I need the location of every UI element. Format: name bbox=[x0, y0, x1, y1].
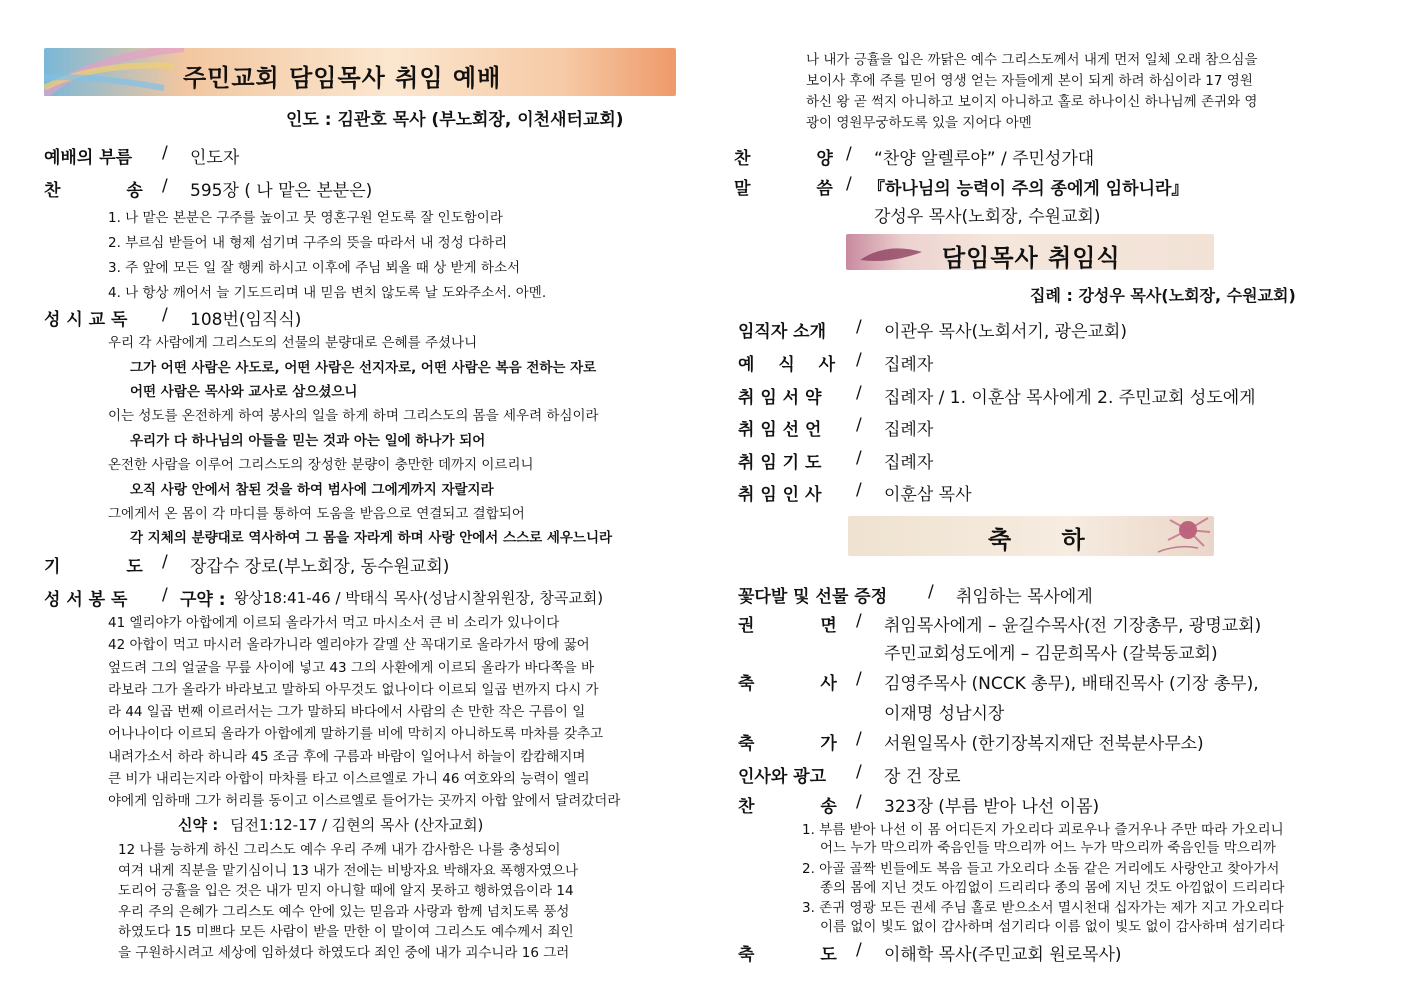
celebrate-sep: / bbox=[856, 792, 862, 812]
responsive-line: 그에게서 온 몸이 각 마디를 통하여 도움을 받음으로 연결되고 결합되어 bbox=[108, 506, 525, 522]
leaf-decoration-icon bbox=[856, 238, 926, 268]
flower-decoration-icon bbox=[1148, 514, 1212, 556]
nt-line: 12 나를 능하게 하신 그리스도 예수 우리 주께 내가 감사함은 나를 충성되이 bbox=[118, 842, 561, 858]
ot-line: 야에게 임하매 그가 허리를 동이고 이스르엘로 들어가는 곳까지 아합 앞에서 달려갔더라 bbox=[108, 793, 621, 810]
install-value: 집례자 / 1. 이훈삼 목사에게 2. 주민교회 성도에게 bbox=[884, 388, 1256, 408]
ot-line: 41 엘리야가 아합에게 이르되 올라가서 먹고 마시소서 큰 비 소리가 있나이다 bbox=[108, 615, 560, 631]
celebrate-sep: / bbox=[856, 669, 862, 689]
anthem-sep: / bbox=[846, 144, 852, 164]
install-sep: / bbox=[856, 383, 862, 403]
nt-line: 하였도다 15 미쁘다 모든 사람이 받을 만한 이 말이여 그리스도 예수께서 죄인 bbox=[118, 924, 574, 940]
anthem-value: “찬양 알렐루야” / 주민성가대 bbox=[874, 149, 1095, 169]
ot-line: 어나나이다 이르되 올라가 아합에게 말하기를 비에 막히지 아니하도록 마차를 갖추고 bbox=[108, 726, 604, 743]
install-label: 예 식 사 bbox=[738, 355, 836, 375]
responsive-line: 우리 각 사람에게 그리스도의 선물의 분량대로 은혜를 주셨나니 bbox=[108, 335, 478, 351]
install-label: 취 임 선 언 bbox=[738, 420, 822, 440]
nt-label: 신약 : bbox=[178, 816, 219, 834]
hymn-label: 찬 송 bbox=[44, 181, 143, 201]
closing-hymn-verse: 2. 아골 골짝 빈들에도 복음 들고 가오리다 소돔 같은 거리에도 사랑안고 찾아가서 bbox=[802, 861, 1280, 877]
install-label: 취 임 기 도 bbox=[738, 453, 822, 473]
celebrate-extra: 이재명 성남시장 bbox=[884, 704, 1005, 724]
call-sep: / bbox=[162, 143, 168, 163]
closing-hymn-verse: 종의 몸에 지닌 것도 아낌없이 드리리다 종의 몸에 지닌 것도 아낌없이 드리리다 bbox=[820, 880, 1285, 896]
rainbow-decoration-icon bbox=[44, 48, 184, 96]
install-value: 이관우 목사(노회서기, 광은교회) bbox=[884, 322, 1127, 342]
responsive-line: 어떤 사람은 목사와 교사로 삼으셨으니 bbox=[130, 384, 358, 400]
ot-line: 큰 비가 내리는지라 아합이 마차를 타고 이스르엘로 가니 46 여호와의 능력이 엘리 bbox=[108, 771, 590, 788]
celebrate-label: 꽃다발 및 선물 증정 bbox=[738, 587, 888, 607]
closing-hymn-verse: 어느 누가 막으리까 죽음인들 막으리까 어느 누가 막으리까 죽음인들 막으리까 bbox=[820, 840, 1276, 856]
nt-cont-line: 나 내가 긍휼을 입은 까닭은 예수 그리스도께서 내게 먼저 일체 오래 참으심을 bbox=[806, 52, 1258, 68]
responsive-line: 이는 성도를 온전하게 하여 봉사의 일을 하게 하며 그리스도의 몸을 세우려 하심이라 bbox=[108, 408, 599, 424]
sermon-label: 말 씀 bbox=[734, 179, 833, 199]
hymn-verse: 3. 주 앞에 모든 일 잘 행케 하시고 이후에 주님 뵈올 때 상 받게 하소서 bbox=[108, 260, 521, 276]
install-value: 집례자 bbox=[884, 420, 934, 440]
celebrate-value: 취임목사에게 – 윤길수목사(전 기장총무, 광명교회) bbox=[884, 616, 1262, 636]
celebrate-sep: / bbox=[856, 762, 862, 782]
reading-sep: / bbox=[162, 585, 168, 605]
closing-hymn-verse: 1. 부름 받아 나선 이 몸 어디든지 가오리다 괴로우나 즐거우나 주만 따라 가오리니 bbox=[802, 822, 1284, 838]
hymn-value: 595장 ( 나 맡은 본분은) bbox=[190, 181, 373, 201]
nt-cont-line: 광이 영원무궁하도록 있을 지어다 아멘 bbox=[806, 115, 1032, 131]
leader-line: 인도 : 김관호 목사 (부노회장, 이천새터교회) bbox=[286, 110, 624, 130]
benediction-sep: / bbox=[856, 940, 862, 960]
responsive-sep: / bbox=[162, 305, 168, 325]
hymn-sep: / bbox=[162, 176, 168, 196]
benediction-value: 이해학 목사(주민교회 원로목사) bbox=[884, 945, 1122, 965]
ot-line: 42 아합이 먹고 마시러 올라가니라 엘리야가 갈멜 산 꼭대기로 올라가서 땅에 꿇어 bbox=[108, 637, 590, 654]
celebrate-value: 김영주목사 (NCCK 총무), 배태진목사 (기장 총무), bbox=[884, 674, 1259, 694]
responsive-label: 성 시 교 독 bbox=[44, 310, 128, 330]
install-sep: / bbox=[856, 415, 862, 435]
nt-continued bbox=[806, 50, 1340, 134]
nt-line: 여겨 내게 직분을 맡기심이니 13 내가 전에는 비방자요 박해자요 폭행자였으나 bbox=[118, 862, 579, 879]
hymn-verse: 1. 나 맡은 본분은 구주를 높이고 뭇 영혼구원 얻도록 잘 인도함이라 bbox=[108, 210, 503, 226]
reading-label: 성 서 봉 독 bbox=[44, 590, 128, 610]
responsive-line: 오직 사랑 안에서 참된 것을 하여 범사에 그에게까지 자랄지라 bbox=[130, 482, 494, 498]
nt-reference: 딤전1:12-17 / 김현의 목사 (산자교회) bbox=[230, 816, 484, 834]
call-value: 인도자 bbox=[190, 148, 240, 168]
install-label: 취 임 서 약 bbox=[738, 388, 822, 408]
anthem-label: 찬 양 bbox=[734, 149, 833, 169]
presider-line: 집례 : 강성우 목사(노회장, 수원교회) bbox=[1030, 286, 1296, 305]
responsive-line: 온전한 사람을 이루어 그리스도의 장성한 분량이 충만한 데까지 이르리니 bbox=[108, 457, 534, 473]
celebrate-sep: / bbox=[856, 611, 862, 631]
sermon-speaker: 강성우 목사(노회장, 수원교회) bbox=[874, 207, 1101, 227]
install-value: 집례자 bbox=[884, 453, 934, 473]
install-sep: / bbox=[856, 317, 862, 337]
responsive-line: 그가 어떤 사람은 사도로, 어떤 사람은 선지자로, 어떤 사람은 복음 전하는 자로 bbox=[130, 360, 597, 376]
celebrate-value: 서원일목사 (한기장복지재단 전북분사무소) bbox=[884, 734, 1204, 754]
install-sep: / bbox=[856, 350, 862, 370]
ot-line: 라 44 일곱 번째 이르러서는 그가 말하되 바다에서 사람의 손 만한 작은 구름이 일 bbox=[108, 704, 586, 721]
install-sep: / bbox=[856, 480, 862, 500]
celebrate-value: 323장 (부름 받아 나선 이몸) bbox=[884, 797, 1100, 817]
install-value: 집례자 bbox=[884, 355, 934, 375]
celebrate-value: 취임하는 목사에게 bbox=[956, 587, 1093, 607]
nt-cont-line: 하신 왕 곧 썩지 아니하고 보이지 아니하고 홀로 하나이신 하나님께 존귀와 영 bbox=[806, 94, 1258, 110]
closing-hymn-verse: 이름 없이 빛도 없이 감사하며 섬기리다 이름 없이 빛도 없이 감사하며 섬기리다 bbox=[820, 919, 1285, 935]
benediction-label: 축 도 bbox=[738, 945, 837, 965]
celebrate-label: 권 면 bbox=[738, 616, 837, 636]
responsive-line: 각 지체의 분량대로 역사하여 그 몸을 자라게 하며 사랑 안에서 스스로 세우느니라 bbox=[130, 530, 613, 546]
nt-line: 도리어 긍휼을 입은 것은 내가 믿지 아니할 때에 알지 못하고 행하였음이라 14 bbox=[118, 883, 574, 899]
install-sep: / bbox=[856, 448, 862, 468]
responsive-line: 우리가 다 하나님의 아들을 믿는 것과 아는 일에 하나가 되어 bbox=[130, 433, 486, 449]
closing-hymn-verse: 3. 존귀 영광 모든 권세 주님 홀로 받으소서 멸시천대 십자가는 제가 지고 가오리다 bbox=[802, 900, 1284, 916]
install-label: 임직자 소개 bbox=[738, 322, 827, 342]
nt-passage bbox=[118, 840, 660, 963]
celebrate-value: 장 건 장로 bbox=[884, 767, 961, 787]
installation-title: 담임목사 취임식 bbox=[942, 244, 1121, 272]
prayer-value: 장갑수 장로(부노회장, 동수원교회) bbox=[190, 557, 450, 577]
celebration-title: 축 하 bbox=[988, 526, 1086, 554]
hymn-verse: 2. 부르심 받들어 내 형제 섬기며 구주의 뜻을 따라서 내 정성 다하리 bbox=[108, 235, 508, 251]
prayer-label: 기 도 bbox=[44, 557, 143, 577]
sermon-sep: / bbox=[846, 174, 852, 194]
ot-line: 라보라 그가 올라가 바라보고 말하되 아무것도 없나이다 이르되 일곱 번까지 다시 가 bbox=[108, 681, 599, 698]
ot-line: 엎드려 그의 얼굴을 무릎 사이에 넣고 43 그의 사환에게 이르되 올라가 바다쪽을 바 bbox=[108, 659, 594, 676]
prayer-sep: / bbox=[162, 552, 168, 572]
install-value: 이훈삼 목사 bbox=[884, 485, 972, 505]
celebrate-sep: / bbox=[856, 729, 862, 749]
celebrate-label: 축 가 bbox=[738, 734, 837, 754]
celebrate-label: 축 사 bbox=[738, 674, 837, 694]
page-title: 주민교회 담임목사 취임 예배 bbox=[183, 64, 502, 92]
ot-reference: 왕상18:41-46 / 박태식 목사(성남시찰위원장, 창곡교회) bbox=[234, 589, 604, 607]
nt-cont-line: 보이사 후에 주를 믿어 영생 얻는 자들에게 본이 되게 하려 하심이라 17 영원 bbox=[806, 73, 1253, 89]
call-label: 예배의 부름 bbox=[44, 148, 133, 168]
celebrate-extra: 주민교회성도에게 – 김문희목사 (갈북동교회) bbox=[884, 644, 1218, 664]
ot-passage bbox=[108, 612, 658, 813]
responsive-value: 108번(임직식) bbox=[190, 310, 302, 330]
hymn-verse: 4. 나 항상 깨어서 늘 기도드리며 내 믿음 변치 않도록 날 도와주소서. 아멘. bbox=[108, 285, 547, 301]
nt-line: 을 구원하시려고 세상에 임하셨다 하였도다 죄인 중에 내가 괴수니라 16 그러 bbox=[118, 944, 570, 961]
sermon-title: 『하나님의 능력이 주의 종에게 임하니라』 bbox=[868, 179, 1189, 199]
celebrate-sep: / bbox=[928, 582, 934, 602]
ot-line: 내려가소서 하라 하니라 45 조금 후에 구름과 바람이 일어나서 하늘이 캄캄해지며 bbox=[108, 748, 586, 765]
ot-label: 구약 : bbox=[180, 590, 226, 610]
celebrate-label: 인사와 광고 bbox=[738, 767, 827, 787]
install-label: 취 임 인 사 bbox=[738, 485, 822, 505]
celebrate-label: 찬 송 bbox=[738, 797, 837, 817]
nt-line: 우리 주의 은혜가 그리스도 예수 안에 있는 믿음과 사랑과 함께 넘치도록 풍성 bbox=[118, 903, 570, 920]
